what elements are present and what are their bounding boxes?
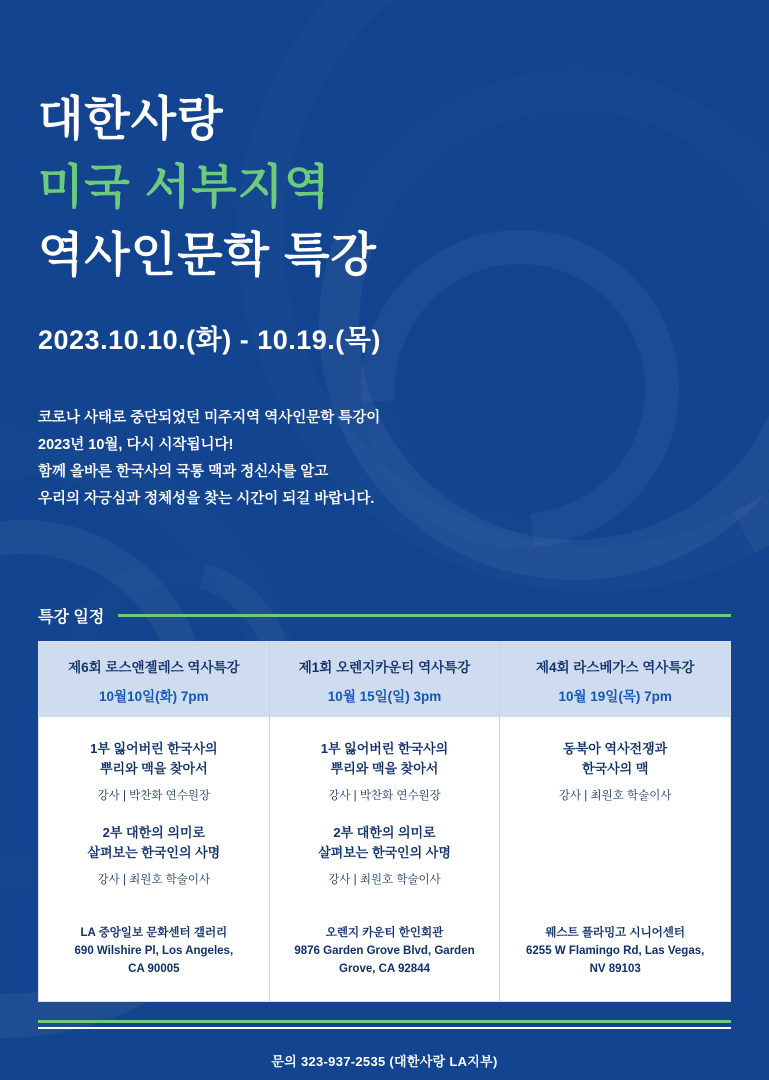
venue: 웨스트 플라밍고 시니어센터 6255 W Flamingo Rd, Las Vegas, NV 89103: [526, 927, 705, 975]
poster-title-line-2: 미국 서부지역: [38, 160, 331, 214]
description-line: 코로나 사태로 중단되었던 미주지역 역사인문학 특강이: [38, 410, 381, 427]
session-title: 1부 잃어버린 한국사의 뿌리와 맥을 찾아서: [90, 741, 218, 776]
session-speaker: 강사 | 박찬화 연수원장: [97, 790, 211, 803]
schedule-card: [39, 642, 269, 1000]
card-body: [39, 717, 269, 1000]
description-line: 우리의 자긍심과 정체성을 찾는 시간이 되길 바랍니다.: [38, 490, 375, 507]
divider-green: [38, 1020, 731, 1023]
session: [510, 739, 720, 803]
session: [49, 739, 259, 803]
card-header: [270, 642, 500, 717]
schedule-card: [269, 642, 500, 1000]
bottom-divider: [38, 1020, 731, 1029]
session: [280, 823, 490, 887]
session-title: 동북아 역사전쟁과 한국사의 맥: [563, 741, 668, 776]
poster-title-line-3: 역사인문학 특강: [38, 228, 377, 282]
contact-footer: 문의 323-937-2535 (대한사랑 LA지부): [271, 1053, 498, 1069]
card-header: [39, 642, 269, 717]
card-time: 10월 15일(일) 3pm: [327, 689, 442, 705]
venue: 오렌지 카운티 한인회관 9876 Garden Grove Blvd, Garden Grove, CA 92844: [294, 927, 475, 975]
session-title: 2부 대한의 의미로 살펴보는 한국인의 사명: [87, 825, 221, 860]
session-title: 1부 잃어버린 한국사의 뿌리와 맥을 찾아서: [320, 741, 449, 776]
session-speaker: 강사 | 박찬화 연수원장: [328, 790, 441, 803]
session-title: 2부 대한의 의미로 살펴보는 한국인의 사명: [318, 825, 451, 860]
description-line: 2023년 10월, 다시 시작됩니다!: [38, 436, 234, 453]
schedule-card: [499, 642, 730, 1000]
title-block: [38, 0, 731, 286]
session: [280, 739, 490, 803]
description-line: 함께 올바른 한국사의 국통 맥과 정신사를 알고: [38, 463, 329, 480]
card-body: [500, 717, 730, 1000]
date-range: 2023.10.10.(화) - 10.19.(목): [38, 325, 381, 356]
card-header: [500, 642, 730, 717]
card-title: 제1회 오렌지카운티 역사특강: [298, 660, 471, 676]
card-time: 10월 19일(목) 7pm: [558, 689, 672, 705]
session: [49, 823, 259, 887]
card-title: 제6회 로스앤젤레스 역사특강: [68, 660, 240, 676]
venue: LA 중앙일보 문화센터 갤러리 690 Wilshire Pl, Los Angeles, CA 90005: [74, 927, 234, 975]
card-title: 제4회 라스베가스 역사특강: [535, 660, 695, 676]
session-speaker: 강사 | 최원호 학술이사: [328, 874, 441, 887]
divider-white: [38, 1027, 731, 1029]
card-body: [270, 717, 500, 1000]
schedule-heading-row: [38, 604, 731, 627]
description: [38, 405, 731, 512]
poster-title-line-1: 대한사랑: [38, 92, 224, 145]
card-time: 10월10일(화) 7pm: [99, 689, 209, 705]
schedule-heading: 특강 일정: [38, 609, 105, 627]
session-speaker: 강사 | 최원호 학술이사: [558, 790, 672, 803]
heading-divider: [118, 614, 731, 617]
schedule-cards: [38, 641, 731, 1001]
session-speaker: 강사 | 최원호 학술이사: [97, 874, 211, 887]
